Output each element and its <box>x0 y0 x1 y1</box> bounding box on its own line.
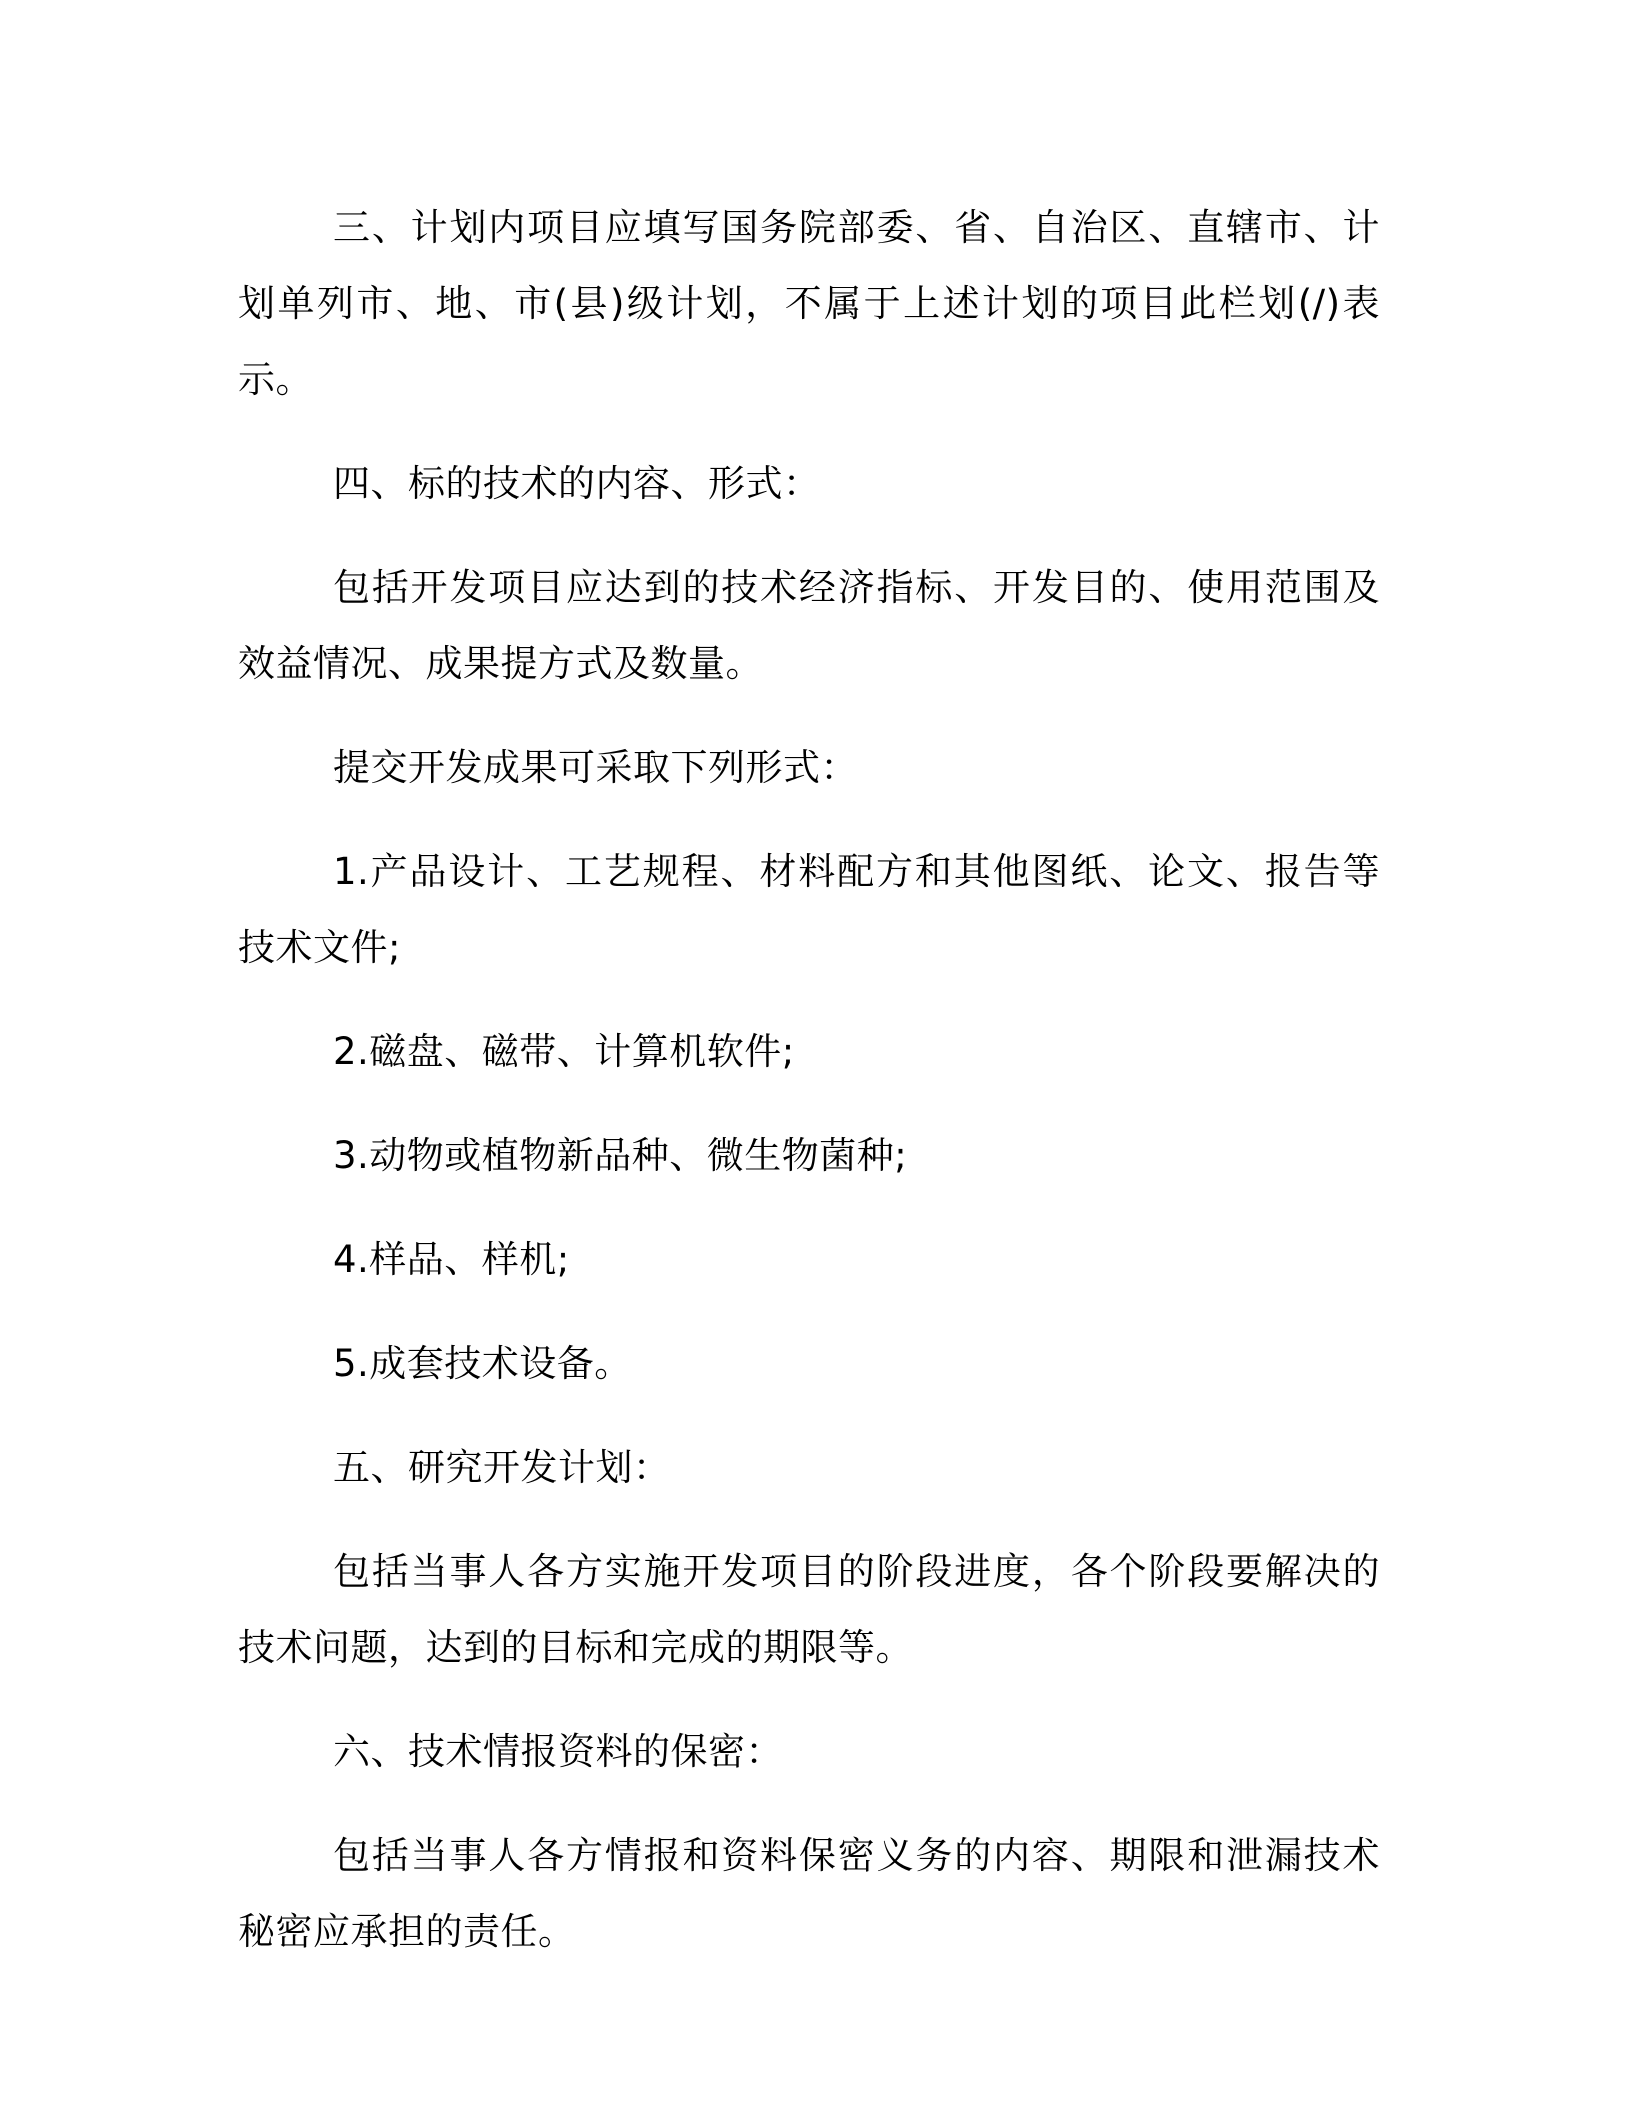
paragraph-deliverable-forms: 提交开发成果可采取下列形式： <box>333 746 858 789</box>
list-item-2: 2.磁盘、磁带、计算机软件; <box>333 1030 795 1073</box>
list-item-4: 4.样品、样机; <box>333 1238 570 1281</box>
paragraph-section-3: 三、计划内项目应填写国务院部委、省、自治区、直辖市、计划单列市、地、市(县)级计划，不属于上述计划的项目此栏划(/)表示。 <box>238 206 1380 401</box>
paragraph-section-4-content: 包括开发项目应达到的技术经济指标、开发目的、使用范围及效益情况、成果提方式及数量。 <box>238 566 1380 685</box>
heading-section-6: 六、技术情报资料的保密： <box>333 1730 783 1773</box>
paragraph-section-6-content: 包括当事人各方情报和资料保密义务的内容、期限和泄漏技术秘密应承担的责任。 <box>238 1834 1380 1953</box>
list-item-1: 1.产品设计、工艺规程、材料配方和其他图纸、论文、报告等技术文件; <box>238 850 1380 969</box>
document-body <box>238 190 1380 1970</box>
list-item-3: 3.动物或植物新品种、微生物菌种; <box>333 1134 908 1177</box>
heading-section-4: 四、标的技术的内容、形式： <box>333 462 821 505</box>
paragraph-section-5-content: 包括当事人各方实施开发项目的阶段进度，各个阶段要解决的技术问题，达到的目标和完成的期限等。 <box>238 1550 1380 1669</box>
list-item-5: 5.成套技术设备。 <box>333 1342 632 1385</box>
heading-section-5: 五、研究开发计划： <box>333 1446 671 1489</box>
